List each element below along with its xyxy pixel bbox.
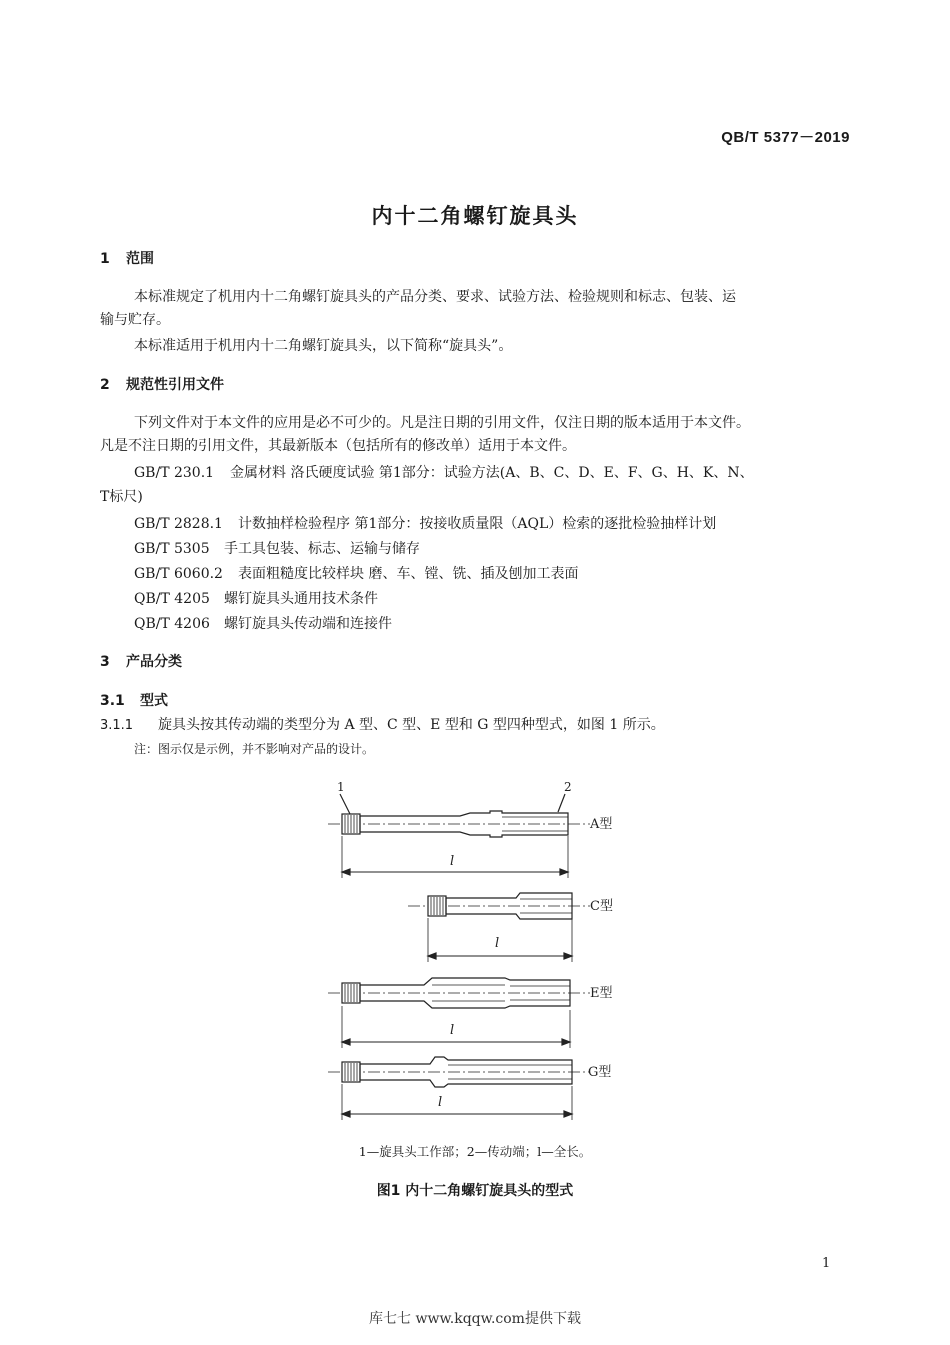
section-title: 规范性引用文件 [126,377,224,393]
subsection-number: 3.1 [100,693,125,709]
reference-text: 螺钉旋具头传动端和连接件 [224,616,392,632]
document-title: 内十二角螺钉旋具头 [371,204,579,228]
section-2-heading [100,374,224,394]
type-label: G型 [588,1065,612,1080]
reference-item [134,613,392,633]
reference-text: 表面粗糙度比较样块 磨、车、镗、铣、插及刨加工表面 [238,566,579,582]
reference-text: 金属材料 洛氏硬度试验 第1部分：试验方法(A、B、C、D、E、F、G、H、K、N、 [230,465,754,481]
reference-code: QB/T 4206 [134,616,210,632]
callout-1: 1 [337,780,345,794]
reference-code: GB/T 2828.1 [134,516,223,532]
reference-item [134,588,378,608]
note: 注：图示仅是示例，并不影响对产品的设计。 [134,742,375,756]
type-label: A型 [590,817,613,832]
download-watermark: 库七七 www.kqqw.com提供下载 [369,1311,581,1327]
reference-code: GB/T 5305 [134,541,210,557]
standard-number: QB/T 5377－2019 [721,129,850,146]
paragraph: 输与贮存。 [100,312,170,328]
bit-type-e [328,978,613,1048]
section-title: 产品分类 [126,654,182,670]
figure-caption: 图1 内十二角螺钉旋具头的型式 [376,1183,574,1199]
length-label: l [495,936,500,951]
figure-1-drawing [320,776,620,1136]
section-number: 2 [100,377,110,393]
section-3-heading [100,651,182,671]
paragraph: 凡是不注日期的引用文件，其最新版本（包括所有的修改单）适用于本文件。 [100,438,576,454]
clause-3-1-1 [100,715,665,736]
type-label: C型 [590,899,613,914]
paragraph: 本标准适用于机用内十二角螺钉旋具头，以下简称“旋具头”。 [134,338,513,354]
paragraph: 下列文件对于本文件的应用是必不可少的。凡是注日期的引用文件，仅注日期的版本适用于本文件。 [134,415,750,431]
reference-item [134,513,716,533]
section-number: 3 [100,654,110,670]
paragraph: 本标准规定了机用内十二角螺钉旋具头的产品分类、要求、试验方法、检验规则和标志、包装、运 [134,289,736,305]
reference-code: QB/T 4205 [134,591,210,607]
subsection-title: 型式 [140,693,168,709]
figure-key: 1—旋具头工作部；2—传动端；l—全长。 [358,1144,592,1159]
length-label: l [438,1095,443,1110]
length-label: l [450,1023,455,1038]
section-number: 1 [100,251,110,267]
reference-continuation: T标尺) [100,489,143,505]
reference-item [134,538,420,558]
clause-number: 3.1.1 [100,718,134,733]
leader-line [558,794,565,812]
reference-code: GB/T 230.1 [134,465,215,481]
page-number: 1 [822,1256,831,1271]
callout-2: 2 [564,780,572,794]
section-title: 范围 [126,251,154,267]
reference-code: GB/T 6060.2 [134,566,223,582]
bit-type-a [328,811,612,878]
type-label: E型 [590,986,613,1001]
clause-text: 旋具头按其传动端的类型分为 A 型、C 型、E 型和 G 型四种型式，如图 1 所示。 [158,717,665,733]
reference-text: 螺钉旋具头通用技术条件 [224,591,378,607]
leader-line [340,794,350,814]
bit-type-c [408,893,613,962]
reference-text: 手工具包装、标志、运输与储存 [224,541,420,557]
length-label: l [450,854,455,869]
subsection-3-1-heading [100,690,168,710]
reference-item [134,563,578,583]
reference-text: 计数抽样检验程序 第1部分：按接收质量限（AQL）检索的逐批检验抽样计划 [238,516,717,532]
reference-item [134,462,754,482]
bit-type-g [328,1057,611,1120]
section-1-heading [100,248,154,268]
